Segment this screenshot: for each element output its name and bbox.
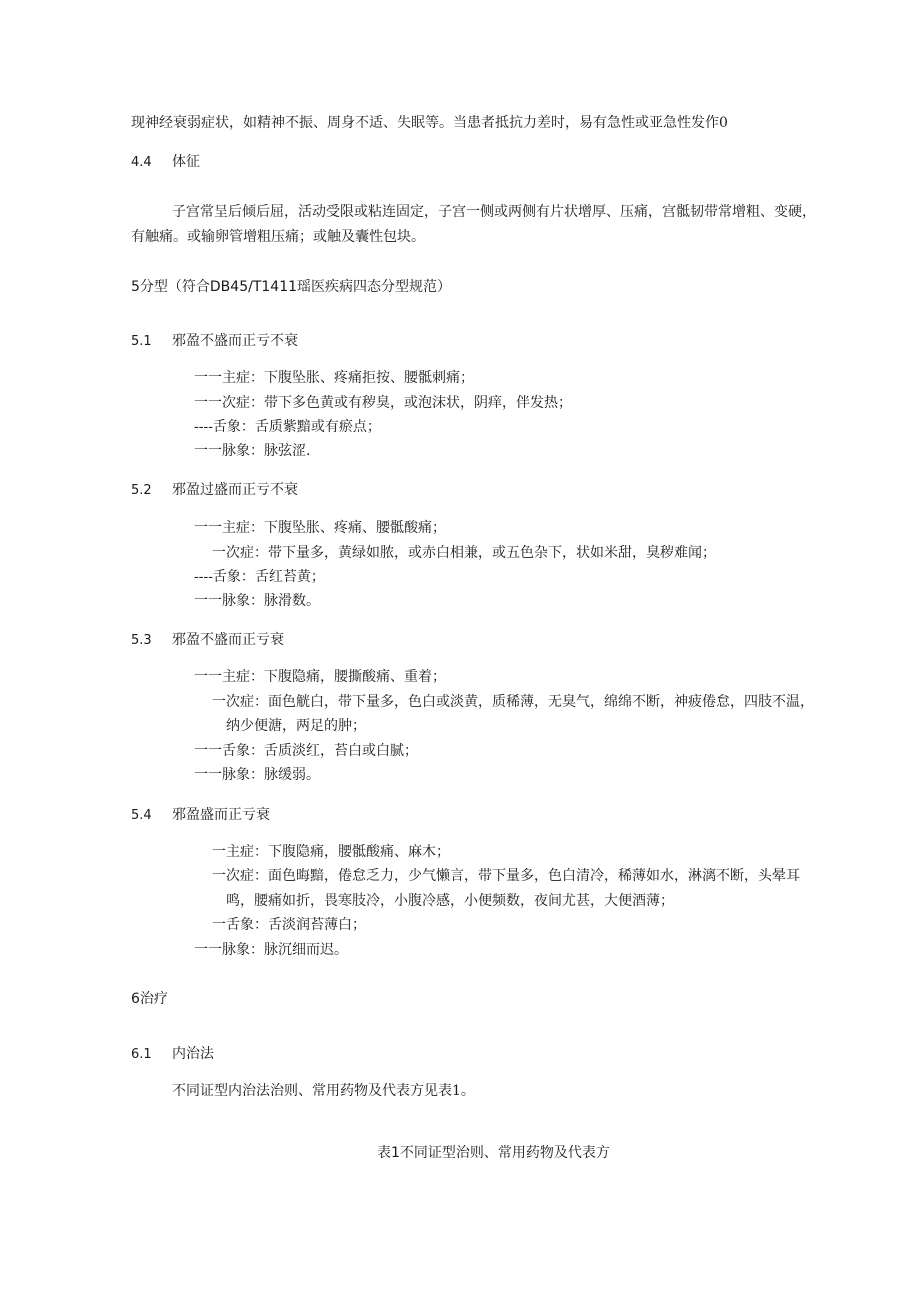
section-number-6-1: 6.1 bbox=[131, 1047, 152, 1062]
section-title-4-4: 体征 bbox=[172, 154, 200, 170]
list-item: 一一次症：带下多色黄或有秽臭，或泡沫状，阴痒，伴发热； bbox=[194, 395, 572, 411]
intro-line: 现神经衰弱症状，如精神不振、周身不适、失眠等。当患者抵抗力差时，易有急性或亚急性发作0 bbox=[131, 115, 728, 131]
list-item: 一主症：下腹隐痛，腰骶酸痛、麻木； bbox=[212, 844, 450, 860]
section-heading-6: 6治疗 bbox=[131, 991, 168, 1007]
list-item-continuation: 鸣，腰痛如折，畏寒肢冷，小腹冷感，小便频数，夜间尤甚，大便酒薄； bbox=[226, 893, 674, 909]
paragraph-line: 有触痛。或输卵管增粗压痛；或触及囊性包块。 bbox=[131, 229, 425, 245]
section-title-6-1: 内治法 bbox=[172, 1046, 214, 1062]
list-item: 一舌象：舌淡润苔薄白； bbox=[212, 917, 366, 933]
list-item: 一一主症：下腹隐痛，腰撕酸痛、重着； bbox=[194, 669, 446, 685]
section-number-5-4: 5.4 bbox=[131, 808, 152, 823]
list-item: 一次症：带下量多，黄绿如脓，或赤白相兼，或五色杂下，状如米甜，臭秽难闻； bbox=[212, 545, 716, 561]
section-number-5-1: 5.1 bbox=[131, 334, 152, 349]
list-item: 一一脉象：脉弦涩. bbox=[194, 443, 311, 459]
list-item-continuation: 纳少便溏，两足的肿； bbox=[226, 718, 366, 734]
list-item: ----舌象：舌质紫黯或有瘀点； bbox=[194, 419, 381, 435]
section-number-5-3: 5.3 bbox=[131, 633, 152, 648]
section-number-4-4: 4.4 bbox=[131, 155, 152, 170]
list-item: 一次症：面色觥白，带下量多，色白或淡黄，质稀薄，无臭气，绵绵不断，神疲倦怠，四肢不温， bbox=[212, 694, 814, 710]
list-item: 一一主症：下腹坠胀、疼痛、腰骶酸痛； bbox=[194, 520, 446, 536]
section-title-5-1: 邪盈不盛而正亏不衰 bbox=[172, 333, 298, 349]
section-number-5-2: 5.2 bbox=[131, 483, 152, 498]
list-item: 一一舌象：舌质淡红，苔白或白腻； bbox=[194, 743, 418, 759]
list-item: 一一脉象：脉缓弱。 bbox=[194, 767, 320, 783]
list-item: 一一脉象：脉滑数。 bbox=[194, 593, 320, 609]
section-title-5-3: 邪盈不盛而正亏衰 bbox=[172, 632, 284, 648]
section-title-5-4: 邪盈盛而正亏衰 bbox=[172, 807, 270, 823]
section-heading-5: 5分型（符合DB45/T1411瑶医疾病四态分型规范） bbox=[131, 279, 452, 295]
list-item: 一一脉象：脉沉细而迟。 bbox=[194, 942, 348, 958]
paragraph-line: 子宫常呈后倾后屈，活动受限或粘连固定，子宫一侧或两侧有片状增厚、压痛，宫骶韧带常增粗、变硬， bbox=[172, 204, 816, 220]
list-item: 一次症：面色晦黯，倦怠乏力，少气懒言，带下量多，色白清冷，稀薄如水，淋漓不断，头晕耳 bbox=[212, 868, 800, 884]
section-title-5-2: 邪盈过盛而正亏不衰 bbox=[172, 482, 298, 498]
paragraph-line: 不同证型内治法治则、常用药物及代表方见表1。 bbox=[172, 1083, 475, 1099]
list-item: 一一主症：下腹坠胀、疼痛拒按、腰骶刺痛； bbox=[194, 370, 474, 386]
list-item: ----舌象：舌红苔黄； bbox=[194, 569, 325, 585]
table-caption: 表1不同证型治则、常用药物及代表方 bbox=[377, 1145, 610, 1161]
